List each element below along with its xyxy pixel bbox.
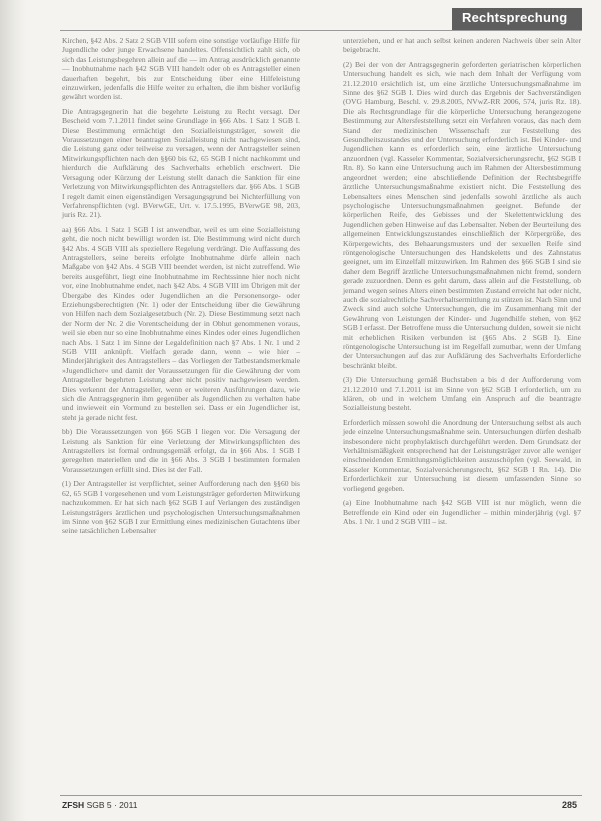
journal-issue: SGB 5 · 2011 — [86, 800, 138, 810]
paragraph: Kirchen, §42 Abs. 2 Satz 2 SGB VIII sofern eine sonstige vorläufige Hilfe für Jugendliche oder junge Erwachsene handeltes. Offensichtlich zahlt sich, ob sich das Leistungsbegehren allein auf die — im Antrag ausdrücklich genannte — Inobhutnahme nach §42 SGB VIII handelt oder ob es Antragsteller einen dauerhaften begehrt, bis zur Entscheidung über eine Hilfeleistung einzuwirken, jedenfalls die Hilfe weiter zu erhalten, die ihm bisher vorläufig gewährt worden ist. — [62, 36, 300, 102]
paragraph: (3) Die Untersuchung gemäß Buchstaben a bis d der Aufforderung vom 21.12.2010 und 7.1.2011 ist im Sinne von §62 SGB I erforderlich, um zu klären, ob und in welchem Umfang ein Anspruch auf die beantragte Sozialleistung besteht. — [343, 375, 581, 413]
paragraph: (1) Der Antragsteller ist verpflichtet, seiner Aufforderung nach den §§60 bis 62, 65 SGB I vorgesehenen und vom Leistungsträger geforderten Mitwirkung nachzukommen. Er hat sich nach §62 SGB I auf Verlangen des zuständigen Leistungsträgers ärztlichen und psychologischen Untersuchungsmaßnahmen im Sinne von §62 SGB I zur Ermittlung eines medizinischen Gutachtens über seine tatsächlichen Lebensalter — [62, 479, 300, 536]
paragraph: (a) Eine Inobhutnahme nach §42 SGB VIII ist nur möglich, wenn die Betreffende ein Kind oder ein Jugendlicher – mithin minderjährig (vgl. §7 Abs. 1 Nr. 1 und 2 SGB VIII – ist. — [343, 498, 581, 526]
text-column-left — [62, 36, 300, 541]
footer-journal — [62, 800, 137, 810]
page-number: 285 — [562, 800, 578, 810]
paragraph: bb) Die Voraussetzungen von §66 SGB I liegen vor. Die Versagung der Leistung als Sanktion für eine Verletzung der Mitwirkungspflichten des Antragstellers ist formal ordnungsgemäß erfolgt, da in §66 Abs. 1 SGB I geregelten materiellen und die in §66 Abs. 3 SGB I bestimmten formalen Voraussetzungen erfüllt sind. Dies ist der Fall. — [62, 427, 300, 474]
journal-abbreviation: ZFSH — [62, 800, 85, 810]
page-gutter-shadow — [0, 0, 26, 821]
section-header-title: Rechtsprechung — [462, 10, 568, 25]
paragraph: Die Antragsgegnerin hat die begehrte Leistung zu Recht versagt. Der Bescheid vom 7.1.2011 findet seine Grundlage in §66 Abs. 1 Satz 1 SGB I. Diese Bestimmung ermächtigt den Sozialleistungsträger, soweit die Voraussetzungen einer beantragten Sozialleistung nicht nachgewiesen sind, die Leistung ganz oder teilweise zu versagen, wenn der Antragsteller seinen Mitwirkungspflichten nach den §§60 bis 62, 65 SGB I nicht nachkommt und hierdurch die Aufklärung des Sachverhalts erheblich erschwert. Die Versagung oder Kürzung der Leistung stellt danach die Sanktion für eine Verletzung von Mitwirkungspflichten des Antragstellers dar. §66 Abs. 1 SGB I regelt damit einen eigenständigen Versagungsgrund bei Nichterfüllung von Verfahrenspflichten (vgl. BVerwGE, Urt. v. 17.5.1995, BVerwGE 98, 203, juris Rz. 21). — [62, 106, 300, 220]
footer-rule — [60, 795, 582, 796]
paragraph: (2) Bei der von der Antragsgegnerin geforderten geriatrischen körperlichen Untersuchung handelt es sich, wie nach dem Inhalt der Verfügung vom 21.12.2010 ersichtlich ist, um eine ärztliche Untersuchungsmaßnahme im Sinne des §62 SGB I. Dies wird durch das Ergebnis der Sachverständigen (OVG Hamburg, Beschl. v. 29.8.2005, NVwZ-RR 2006, 574, juris Rz. 18). Die als Rechtsgrundlage für die körperliche Untersuchung herangezogene Bestimmung zur Altersfeststellung setzt ein Verfahren voraus, das nach dem Stand der medizinischen Wissenschaft zur Feststellung des Gesundheitszustandes und der Untersuchung erforderlich ist. Bei Kinder- und Jugendlichen kann es erforderlich sein, eine ärztliche Untersuchung anzuordnen (vgl. Kasseler Kommentar, Sozialversicherungsrecht, §62 SGB I Rn. 8). So kann eine Untersuchung auch im Rahmen der Altersbestimmung angeordnet werden; eine abschließende Definition der Rechtsbegriffe ärztliche Untersuchungsmaßnahme existiert nicht. Die Feststellung des Lebensalters eines Menschen sind jedenfalls sowohl ärztliche als auch psychologische Untersuchungsmaßnahmen geeignet. Befunde der körperlichen Reife, des Gebisses und der Skelettentwicklung des Jugendlichen geben Hinweise auf das Lebensalter. Neben der Beurteilung des allgemeinen Entwicklungszustandes einschließlich der Körpergröße, des Körpergewichts, des Behaarungsmusters und der sexuellen Reife sind röntgenologische Untersuchungen des Handskeletts und des Zahnstatus geeignet, um im Einzelfall mitzuwirken. Im Rahmen des §66 SGB I sind sie daher dem Begriff ärztliche Untersuchungsmaßnahmen nicht fremd, sondern gerade zuzuordnen. Denn es geht darum, dass allein auf die Feststellung, ob jemand wegen seines Alters einen bestimmten Zustand erreicht hat oder nicht, auch die sozialrechtliche Sachverhaltsermittlung zu stützen ist. Nach Sinn und Zweck sind auch solche Untersuchungen, die im Zusammenhang mit der Gewährung von Leistungen der Kinder- und Jugendhilfe stehen, von §62 SGB I erfasst. Der Betroffene muss die Untersuchung dulden, soweit sie nicht mit erheblichen Risiken verbunden ist (§65 Abs. 2 SGB I). Eine röntgenologische Untersuchung ist im Regelfall zumutbar, wenn der Umfang der Untersuchungen auf das zur Aufklärung des Sachverhalts Erforderliche beschränkt bleibt. — [343, 59, 581, 370]
header-rule — [60, 30, 582, 31]
paragraph: Erforderlich müssen sowohl die Anordnung der Untersuchung selbst als auch jede einzelne Untersuchungsmaßnahme sein. Untersuchungen dürfen deshalb insbesondere nicht prophylaktisch durchgeführt werden. Dem Grundsatz der Verhältnismäßigkeit entsprechend hat der Leistungsträger zuvor alle weniger einschneidenden Ermittlungsmöglichkeiten auszuschöpfen (vgl. Seewald, in Kasseler Kommentar, Sozialversicherungsrecht, §62 SGB I Rn. 14). Die Erforderlichkeit zur Untersuchung ist diesem umfassenden Sinne so vorliegend gegeben. — [343, 417, 581, 493]
paragraph: unterziehen, und er hat auch selbst keinen anderen Nachweis über sein Alter beigebracht. — [343, 36, 581, 55]
paragraph: aa) §66 Abs. 1 Satz 1 SGB I ist anwendbar, weil es um eine Sozialleistung geht, die noch nicht bewilligt worden ist. Die Bestimmung wird nicht durch §42 Abs. 4 SGB VIII als speziellere Regelung verdrängt. Die Auffassung des Antragstellers, seine bereits erfolgte Inobhutnahme dürfe allein nach Maßgabe von §42 Abs. 4 SGB VIII beendet werden, ist nicht zutreffend. Wie bereits ausgeführt, liegt eine Inobhutnahme im Rechtssinne hier noch nicht vor, eine Inobhutnahme endet, nach §42 Abs. 4 SGB VIII im Übrigen mit der Übergabe des Kindes oder Jugendlichen an die Personensorge- oder Erziehungsberechtigten (Nr. 1) oder der Entscheidung über die Gewährung von Hilfen nach dem Sozialgesetzbuch (Nr. 2). Diese Bestimmung setzt nach der Norm der Nr. 2 die Vorentscheidung der in Obhut genommenen voraus, weil sie eben nur so eine Inobhutnahme eines Kindes oder eines Jugendlichen nach Abs. 1 Satz 1 im Sinne der Legaldefinition nach §7 Abs. 1 Nr. 1 und 2 SGB VIII anknüpft. Vielfach gerade dann, wenn – wie hier – Minderjährigkeit des Antragstellers – das Vorliegen der Tatbestandsmerkmale »Jugendlicher« und damit der Voraussetzungen für die Gewährung der vom Antragsteller begehrten Leistung aber nicht positiv nachgewiesen werden. Dies verkennt der Antragsteller, wenn er weiteren Ausführungen dazu, wie sich die Antragsgegnerin ihm gegenüber als Jugendlichen zu verhalten habe und inwieweit ein Vormund zu bestellen sei. Dass er ein Jugendlicher ist, steht ja gerade nicht fest. — [62, 224, 300, 422]
text-column-right — [343, 36, 581, 531]
